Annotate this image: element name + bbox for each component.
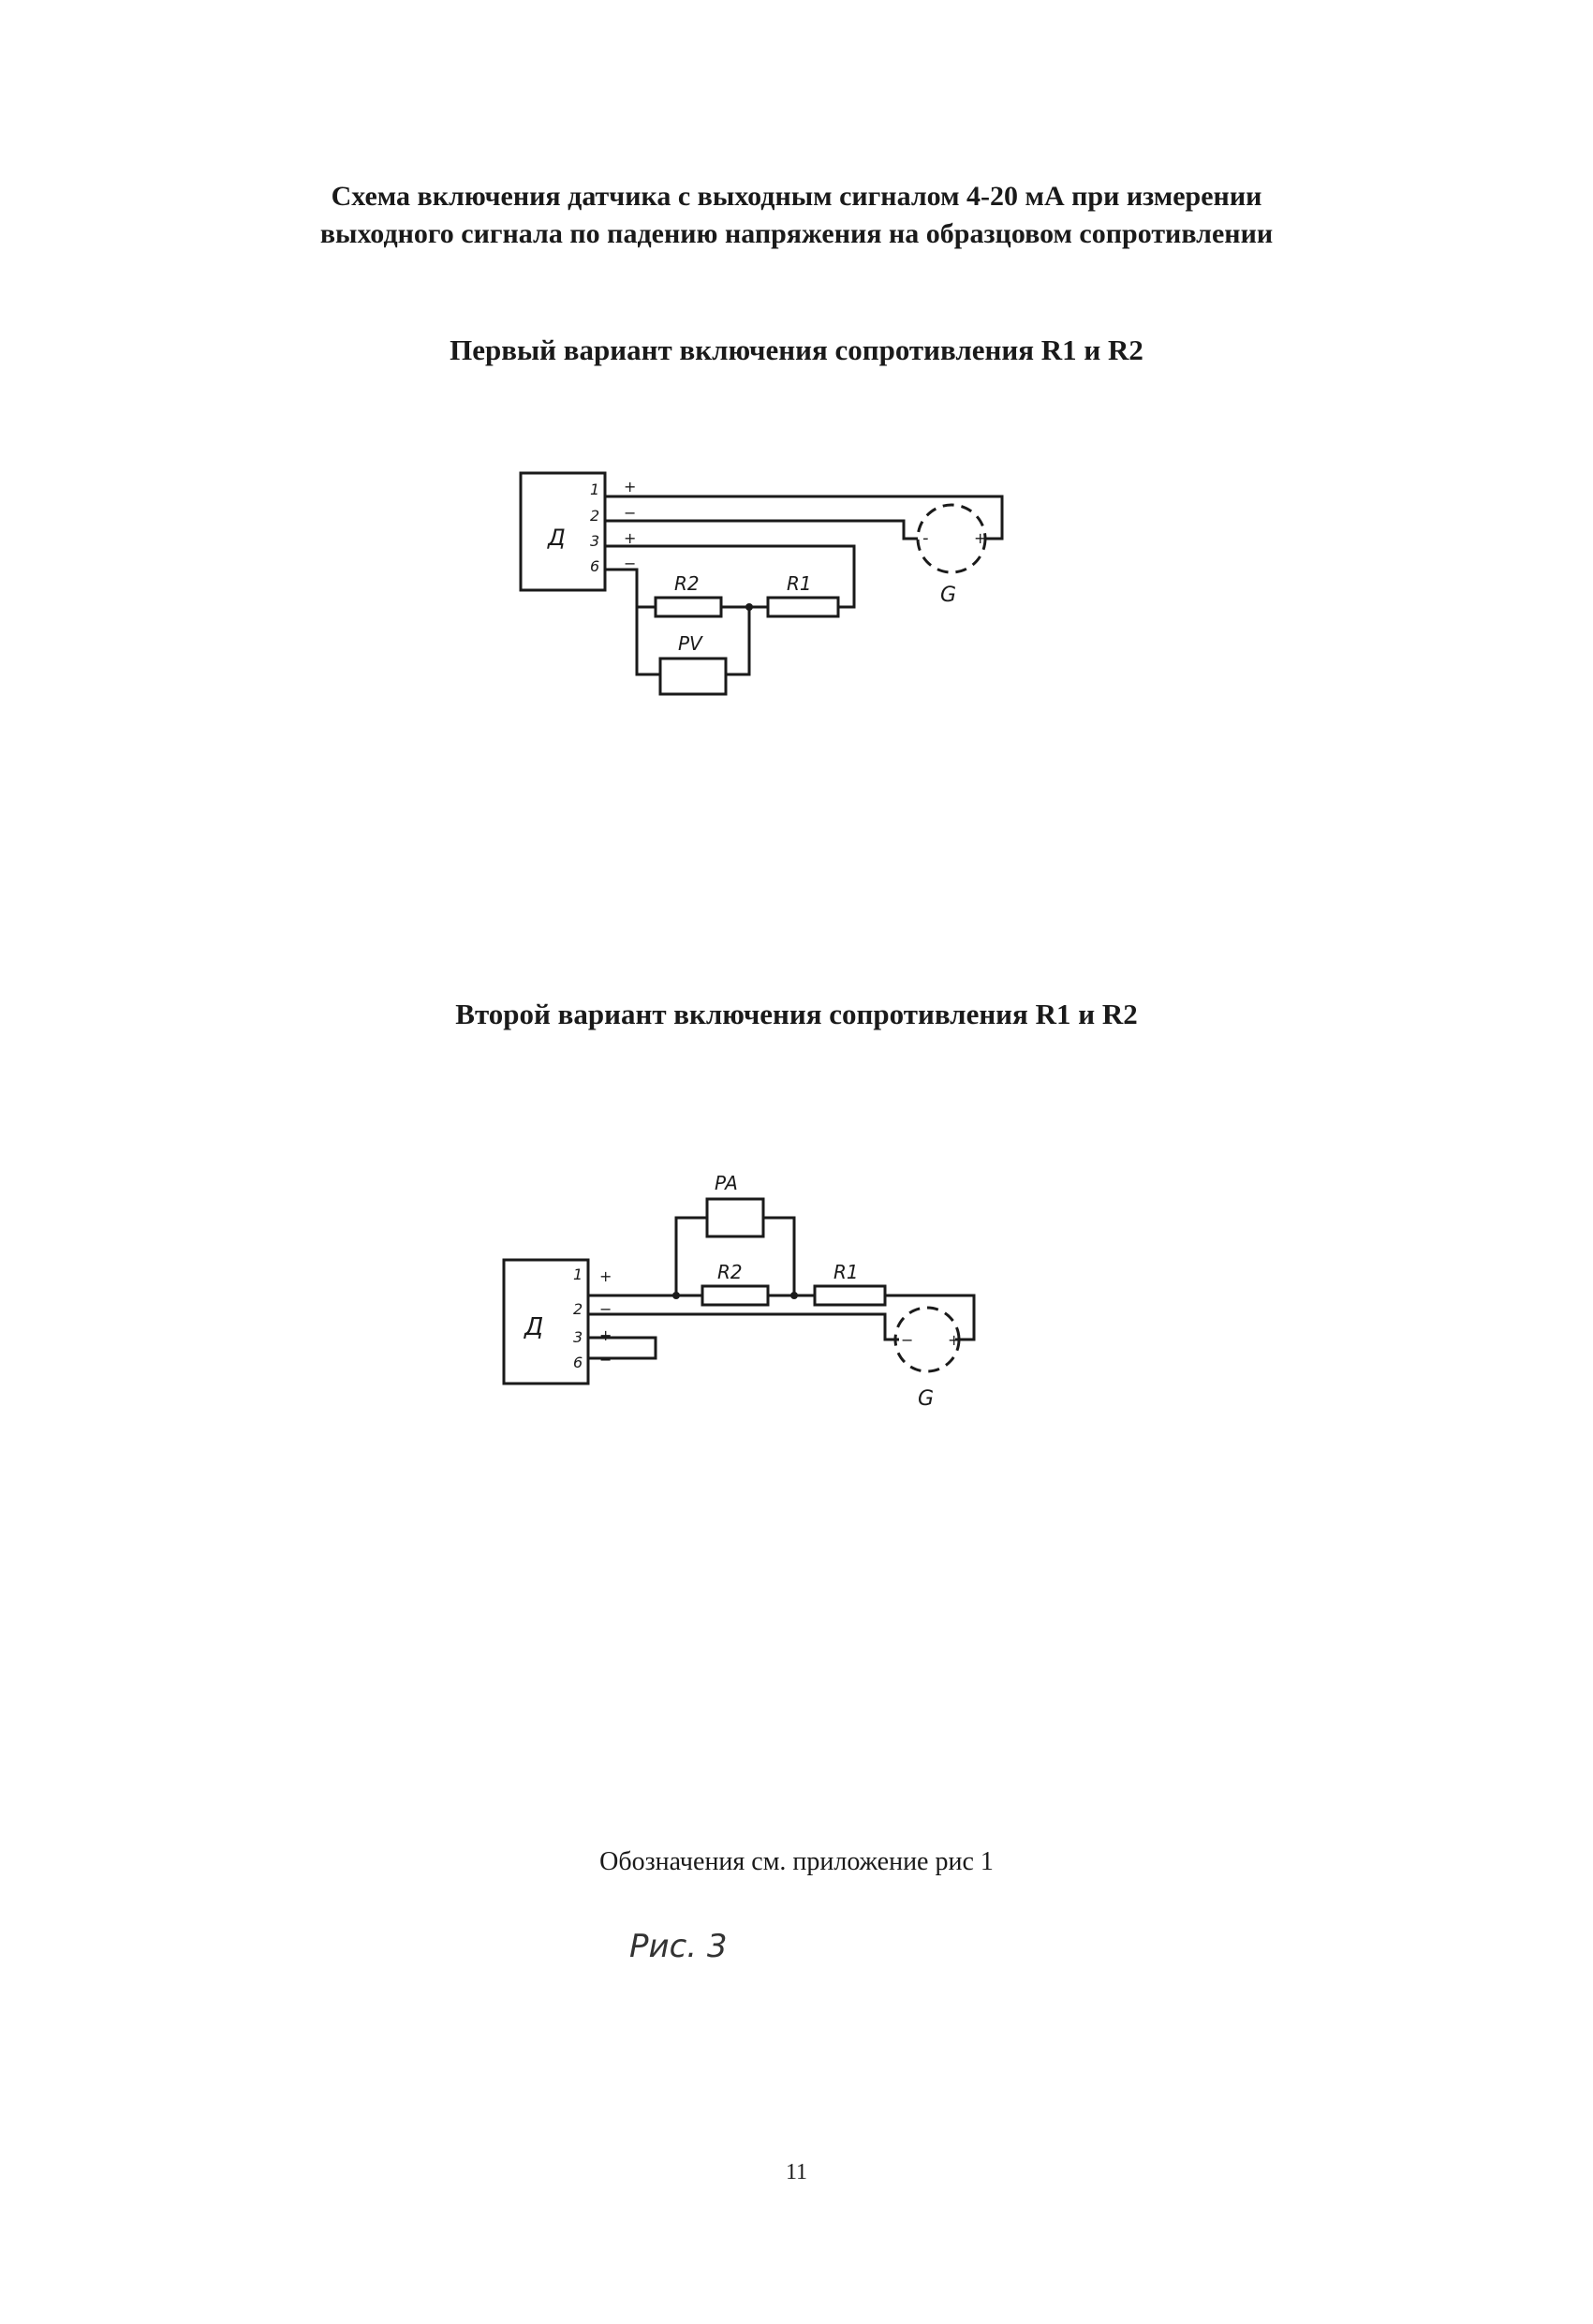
terminal-number: 6 [590,557,600,575]
resistor-r1 [768,598,838,616]
wire [763,1218,794,1295]
source-minus-sign: - [922,528,929,548]
resistor-r2-label: R2 [674,572,700,595]
terminal-number: 2 [590,507,600,525]
resistor-r1-label: R1 [833,1261,859,1283]
terminal-number: 6 [573,1354,583,1371]
terminal-number: 1 [590,481,600,498]
ammeter-label: PA [715,1172,738,1194]
terminal-sign: + [624,529,637,547]
diagram-1 [521,473,1002,694]
wire [605,570,656,607]
terminal-number: 3 [590,532,600,550]
wire [676,1218,707,1295]
resistor-r2-label: R2 [717,1261,743,1283]
resistor-r1 [815,1286,885,1305]
ammeter-pa [707,1199,763,1236]
terminal-sign: − [599,1300,612,1318]
terminal-sign: + [624,478,637,496]
wire [885,1295,974,1340]
diagram-2 [504,1172,974,1411]
legend-reference-note: Обозначения см. приложение рис 1 [599,1847,994,1876]
wire [605,496,1002,539]
title-line-2: выходного сигнала по падению напряжения на образцовом сопротивлении [319,218,1274,249]
resistor-r2 [656,598,721,616]
voltmeter-label: PV [678,632,702,655]
title-line-1: Схема включения датчика с выходным сигналом 4-20 мА при измерении [331,181,1262,212]
terminal-sign: − [599,1351,612,1369]
wire [588,1338,656,1358]
source-plus-sign: + [974,529,987,547]
terminal-sign: − [624,555,637,572]
figure-label: Рис. 3 [629,1928,728,1965]
wire [588,1314,899,1340]
resistor-r1-label: R1 [787,572,812,595]
terminal-number: 1 [573,1266,583,1283]
resistor-r2 [702,1286,768,1305]
source-plus-sign: + [948,1331,961,1349]
variant-1-heading: Первый вариант включения сопротивления R1 и R2 [450,333,1143,366]
wire [605,521,918,539]
terminal-sign: + [599,1267,612,1285]
terminal-sign: − [624,504,637,522]
source-label: G [918,1387,935,1411]
source-minus-sign: − [901,1331,914,1349]
terminal-sign: + [599,1326,612,1344]
voltmeter-pv [660,659,726,694]
terminal-number: 3 [573,1328,583,1346]
sensor-label: Д [524,1313,544,1341]
wire [726,607,749,674]
variant-2-heading: Второй вариант включения сопротивления R1 и R2 [455,998,1138,1030]
sensor-label: Д [548,525,566,551]
source-label: G [940,584,957,607]
terminal-number: 2 [573,1300,583,1318]
page-number: 11 [785,2160,808,2184]
